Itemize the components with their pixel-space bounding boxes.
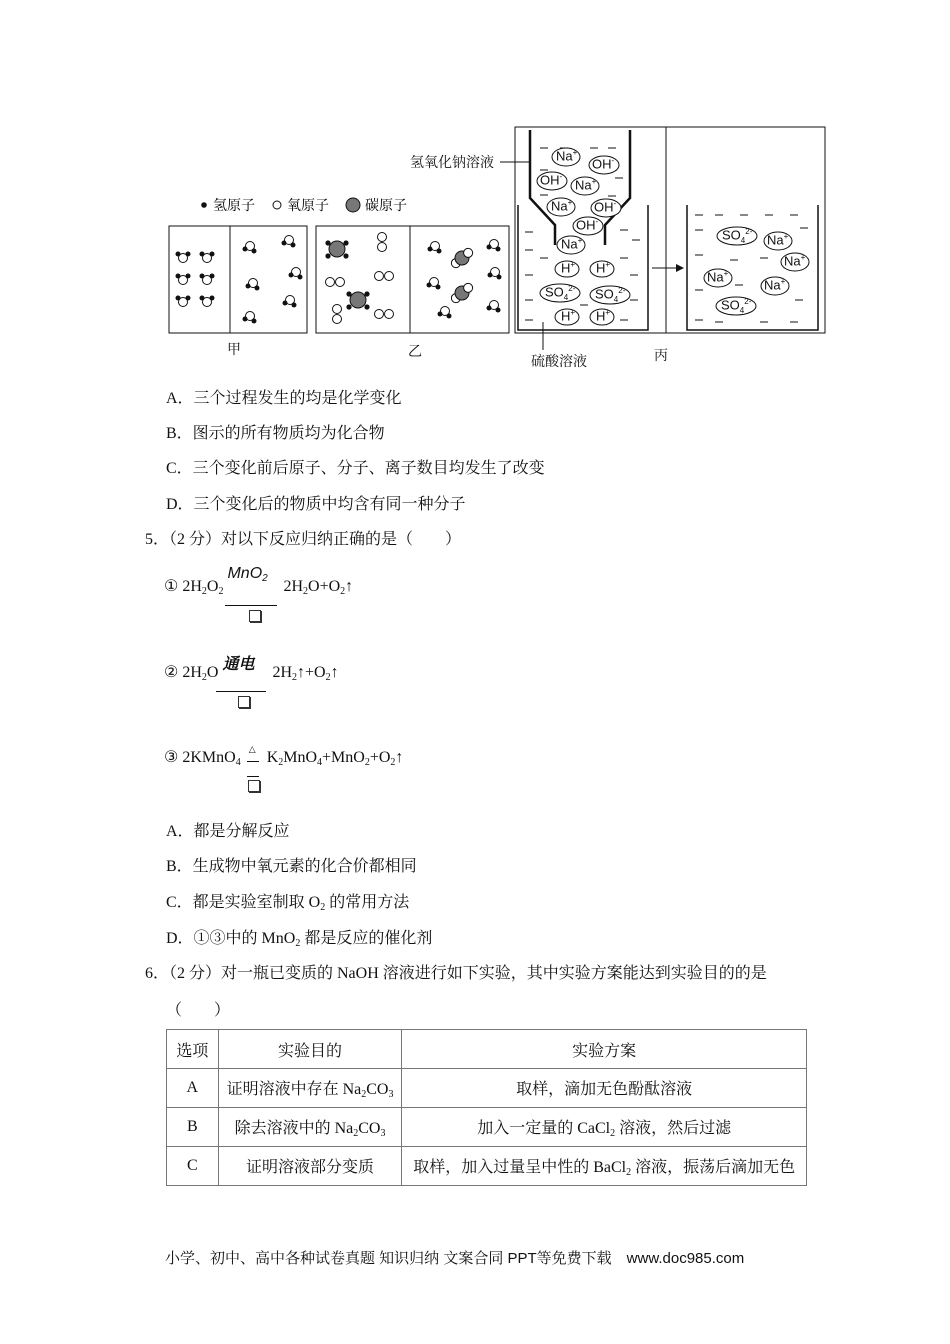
q5-equation-2 [164, 656, 424, 702]
header-goal: 实验目的 [218, 1030, 402, 1069]
label-bing: 丙 [654, 347, 668, 363]
ion-so4 [722, 227, 752, 245]
eq-bar [225, 605, 277, 606]
ion-charge: + [800, 253, 806, 262]
eq-text: O [206, 664, 219, 681]
ion-text: SO [595, 286, 614, 302]
cell-text: 证明溶液部分变质 [246, 1159, 375, 1176]
q6-paren: （ ） [166, 1002, 231, 1019]
cell-sub: 2 [361, 1089, 367, 1100]
ion-charge: + [723, 269, 729, 278]
cell-text: 加入一定量的 CaCl [477, 1120, 611, 1137]
ion-charge: + [577, 236, 583, 245]
ion-text: OH [576, 217, 596, 233]
ion-text: Na [707, 269, 724, 285]
cell-goal [218, 1108, 402, 1147]
ion-charge: + [783, 232, 789, 241]
cell-text: 溶液，然后过滤 [615, 1120, 732, 1137]
ion-sub: 4 [613, 294, 619, 304]
ion-text: Na [556, 148, 573, 164]
table-row [167, 1147, 807, 1186]
eq-sub: 2 [340, 586, 346, 597]
ion-text: Na [561, 236, 578, 252]
eq-sub: 2 [390, 757, 396, 768]
ion-charge: + [591, 177, 597, 186]
eq-cond: △ [248, 744, 256, 755]
option-text: 的常用方法 [325, 894, 410, 911]
ion-na [707, 269, 728, 284]
eq-text: 2H [182, 578, 202, 595]
eq-sub: 2 [278, 757, 284, 768]
oxygen-atom-icon [273, 201, 281, 209]
ion-text: H [596, 260, 606, 276]
cell-text: 证明溶液中存在 Na [226, 1081, 362, 1098]
eq-text: MnO [283, 749, 318, 766]
ion-text: H [596, 308, 606, 324]
ion-text: SO [545, 284, 564, 300]
ion-sub: 4 [739, 305, 745, 315]
ion-text: H [561, 308, 571, 324]
ion-charge: + [567, 198, 573, 207]
ion-h [561, 260, 575, 275]
eq-text: O+O [308, 578, 341, 595]
option-text: D．①③中的 MnO [166, 930, 296, 947]
ion-text: Na [764, 277, 781, 293]
cell-sub: 2 [353, 1128, 359, 1139]
page-footer: 小学、初中、高中各种试卷真题 知识归纳 文案合同 PPT等免费下载 www.doc985.com [165, 1250, 745, 1267]
ion-text: Na [575, 177, 592, 193]
option-sub: 2 [320, 902, 326, 913]
eq-bar [216, 691, 266, 692]
eq-sub: 2 [303, 586, 309, 597]
ion-h [596, 260, 610, 275]
q5-option-b: B．生成物中氧元素的化合价都相同 [166, 858, 417, 875]
eq-number: ③ [164, 749, 179, 766]
ion-na [764, 277, 785, 292]
placeholder-box-icon [238, 696, 250, 708]
q5-option-d [166, 925, 432, 949]
cell-plan [402, 1108, 807, 1147]
ion-charge: - [611, 156, 615, 165]
table-row [167, 1108, 807, 1147]
q5-stem: 5．（2 分）对以下反应归纳正确的是（ ） [145, 531, 462, 548]
q4-option-a: A．三个过程发生的均是化学变化 [166, 390, 402, 407]
ion-h [596, 308, 610, 323]
legend-hydrogen: 氢原子 [213, 197, 255, 213]
ion-na [575, 177, 596, 192]
table-header-row [167, 1030, 807, 1069]
table-row [167, 1069, 807, 1108]
carbon-atom-icon [346, 198, 360, 212]
cell-goal [218, 1147, 402, 1186]
eq-condition [222, 656, 268, 681]
ion-oh [576, 217, 598, 232]
cell-option: C [167, 1147, 219, 1186]
eq-arrow: ↑ [345, 578, 354, 595]
eq-cond: 通电 [222, 656, 255, 674]
eq-text: 2H [182, 664, 202, 681]
ion-na [556, 148, 577, 163]
eq-sub: 2 [201, 672, 207, 683]
eq-bar [247, 761, 259, 762]
option-sub: 2 [295, 938, 301, 949]
eq-condition-text [227, 565, 267, 584]
ion-text: H [561, 260, 571, 276]
q6-stem: 6．（2 分）对一瓶已变质的 NaOH 溶液进行如下实验，其中实验方案能达到实验目的的是 [145, 965, 767, 982]
eq-cond-sub: 2 [262, 573, 268, 585]
eq-sub: 4 [317, 757, 323, 768]
ion-charge: - [613, 199, 617, 208]
legend-carbon: 碳原子 [365, 197, 407, 213]
ion-oh [592, 156, 614, 171]
ion-oh [594, 199, 616, 214]
label-h2so4: 硫酸溶液 [531, 353, 587, 369]
ion-charge: + [570, 308, 576, 317]
q6-table [166, 1029, 807, 1186]
cell-text: 溶液，振荡后滴加无色 [631, 1159, 796, 1176]
ion-so4 [595, 286, 625, 304]
ion-charge: - [559, 172, 563, 181]
ion-na [784, 253, 805, 268]
option-text: C．都是实验室制取 O [166, 894, 321, 911]
ion-charge: 2- [618, 286, 626, 295]
eq-text: +MnO [322, 749, 365, 766]
placeholder-box-icon [249, 610, 261, 622]
ion-charge: - [595, 217, 599, 226]
ion-text: OH [592, 156, 612, 172]
ion-charge: + [605, 308, 611, 317]
ion-text: SO [721, 297, 740, 313]
ion-text: Na [551, 198, 568, 214]
ion-so4 [545, 284, 575, 302]
ion-charge: 2- [568, 284, 576, 293]
cell-sub: 2 [626, 1167, 632, 1178]
ion-text: Na [767, 232, 784, 248]
legend-oxygen: 氧原子 [287, 197, 329, 213]
cell-sub: 2 [610, 1128, 616, 1139]
cell-text: CO [358, 1120, 381, 1137]
option-text: 都是反应的催化剂 [300, 930, 433, 947]
ion-text: OH [594, 199, 614, 215]
eq-number: ② [164, 664, 179, 681]
ion-text: OH [540, 172, 560, 188]
q5-equation-1 [164, 565, 424, 616]
header-plan: 实验方案 [402, 1030, 807, 1069]
eq-text: ↑+O [297, 664, 326, 681]
cell-option: B [167, 1108, 219, 1147]
eq-condition [227, 565, 279, 595]
q4-option-c: C．三个变化前后原子、分子、离子数目均发生了改变 [166, 460, 545, 477]
eq-text: 2H [283, 578, 304, 595]
label-naoh: 氢氧化钠溶液 [410, 154, 494, 170]
ion-charge: + [605, 260, 611, 269]
reaction-figure [0, 0, 950, 380]
ion-sub: 4 [740, 235, 746, 245]
cell-text: 除去溶液中的 Na [234, 1120, 354, 1137]
cell-sub: 3 [388, 1089, 394, 1100]
eq-condition [245, 744, 263, 766]
ion-na [561, 236, 582, 251]
cell-text: 取样，滴加无色酚酞溶液 [516, 1081, 693, 1098]
label-jia: 甲 [227, 341, 241, 357]
eq-bar [247, 776, 259, 777]
header-option: 选项 [167, 1030, 219, 1069]
ion-h [561, 308, 575, 323]
cell-sub: 3 [380, 1128, 386, 1139]
q4-option-b: B．图示的所有物质均为化合物 [166, 425, 385, 442]
q4-option-d: D．三个变化后的物质中均含有同一种分子 [166, 496, 466, 513]
eq-arrow: ↑ [330, 664, 339, 681]
eq-text: O [206, 578, 219, 595]
eq-sub: 2 [201, 586, 207, 597]
eq-arrow: ↑ [395, 749, 404, 766]
eq-text: 2H [272, 664, 293, 681]
ion-charge: + [570, 260, 576, 269]
placeholder-box-icon [248, 780, 260, 792]
eq-text: 2KMnO [182, 749, 236, 766]
eq-text: +O [369, 749, 391, 766]
cell-option: A [167, 1069, 219, 1108]
eq-sub: 2 [218, 586, 224, 597]
ion-so4 [721, 297, 751, 315]
ion-oh [540, 172, 562, 187]
q5-option-c [166, 889, 409, 913]
ion-charge: + [572, 148, 578, 157]
label-yi: 乙 [408, 343, 422, 359]
cell-text: CO [366, 1081, 389, 1098]
q5-equation-3 [164, 744, 464, 787]
eq-number: ① [164, 578, 179, 595]
q5-option-a: A．都是分解反应 [166, 823, 290, 840]
eq-cond: MnO [227, 565, 263, 583]
eq-text: K [266, 749, 279, 766]
ion-charge: + [780, 277, 786, 286]
ion-charge: 2- [744, 297, 752, 306]
cell-plan [402, 1147, 807, 1186]
eq-sub: 2 [364, 757, 370, 768]
ion-na [767, 232, 788, 247]
ion-na [551, 198, 572, 213]
ion-sub: 4 [563, 292, 569, 302]
cell-goal [218, 1069, 402, 1108]
eq-sub: 2 [292, 672, 298, 683]
ion-charge: 2- [745, 227, 753, 236]
ion-text: SO [722, 227, 741, 243]
ion-text: Na [784, 253, 801, 269]
eq-sub: 4 [235, 757, 241, 768]
hydrogen-atom-icon [201, 202, 207, 208]
eq-sub: 2 [325, 672, 331, 683]
cell-text: 取样，加入过量呈中性的 BaCl [413, 1159, 627, 1176]
cell-plan [402, 1069, 807, 1108]
